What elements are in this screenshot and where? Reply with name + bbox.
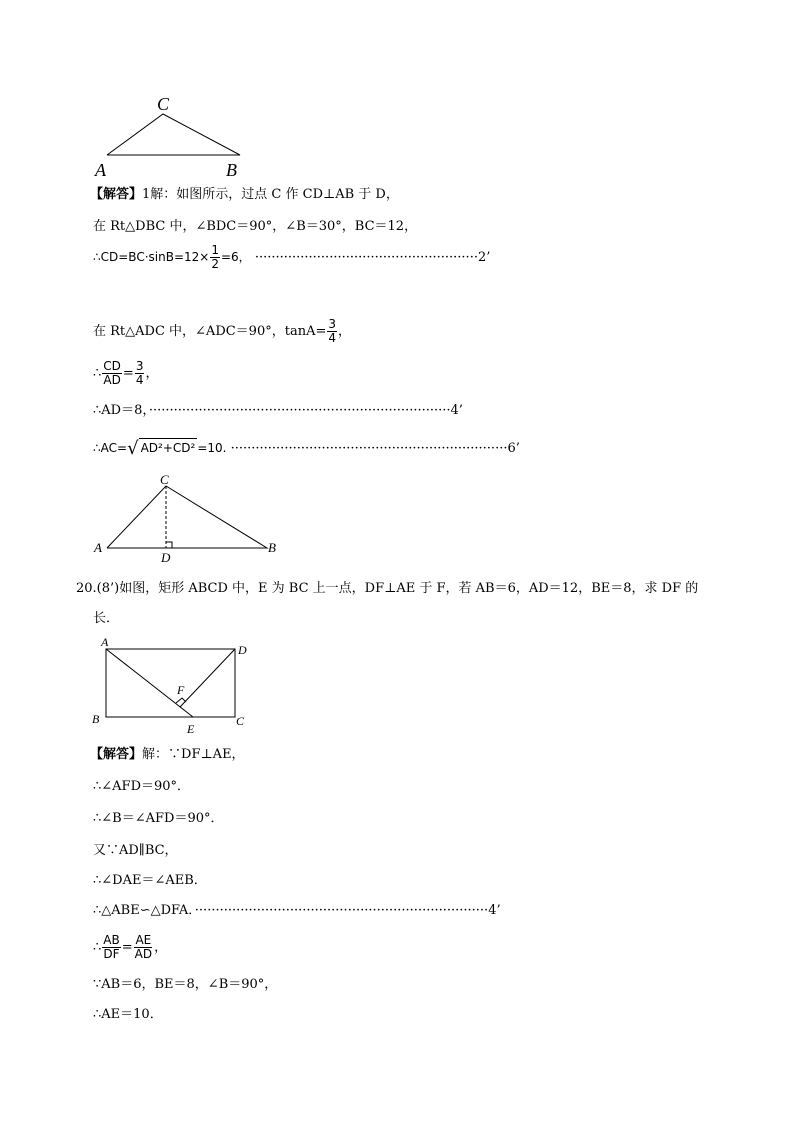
- solution19-line7: [93, 438, 520, 458]
- solution19-line5: [93, 360, 158, 387]
- score-dots: ·······································································: [194, 903, 489, 918]
- rectangle-figure: [90, 636, 255, 738]
- tan-statement: 在 Rt△ADC 中，∠ADC＝90°，tanA=: [93, 324, 327, 339]
- solution20-line5: ∴∠DAE＝∠AEB．: [93, 873, 207, 888]
- cd-expression: ∴CD=BC·sinB=12×: [93, 250, 210, 264]
- label-a: A: [94, 540, 102, 555]
- fraction-denominator: AD: [103, 373, 121, 387]
- score-dots: ······················································: [254, 250, 478, 265]
- solution20-line4: 又∵AD∥BC，: [93, 843, 178, 858]
- label-a: A: [101, 636, 109, 649]
- question20-line2: 长．: [93, 611, 120, 626]
- fraction-denominator: DF: [103, 947, 120, 961]
- fraction-numerator: AE: [135, 933, 152, 947]
- equals: =: [121, 940, 133, 955]
- score-mark: 2’: [477, 250, 491, 265]
- solution20-line2: ∴∠AFD＝90°．: [93, 779, 191, 794]
- label-c: C: [157, 94, 170, 114]
- ac-result: =10.: [197, 441, 227, 455]
- altitude-figure: [90, 474, 290, 566]
- fraction-denominator: AD: [134, 947, 153, 961]
- label-f: F: [177, 683, 185, 697]
- fraction-numerator: CD: [103, 359, 121, 373]
- label-b: B: [226, 160, 237, 178]
- sqrt-radicand: AD²+CD²: [139, 438, 198, 457]
- fraction-ab-df: [102, 934, 120, 961]
- triangle-abc-figure: [90, 92, 260, 178]
- solution20-line3: ∴∠B＝∠AFD＝90°．: [93, 811, 224, 826]
- score-mark: 4’: [450, 403, 463, 418]
- segment-df: [180, 649, 235, 707]
- solution19-text1: 1解：如图所示，过点 C 作 CD⊥AB 于 D，: [142, 187, 399, 202]
- solution20-line6: [93, 902, 501, 920]
- fraction-denominator: 2: [211, 257, 219, 271]
- equals: =: [122, 366, 134, 381]
- fraction-ae-ad: [134, 934, 153, 961]
- label-b: B: [92, 712, 100, 726]
- fraction-3-4: [327, 318, 337, 345]
- sqrt-symbol: √: [127, 438, 139, 459]
- similar-triangles: ∴△ABE∽△DFA．: [93, 903, 195, 918]
- fraction-numerator: AB: [103, 933, 120, 947]
- cd-result: =6，: [220, 250, 251, 264]
- label-d: D: [238, 643, 247, 657]
- solution19-line4: [93, 318, 351, 345]
- score-dots: ···································································: [230, 441, 508, 456]
- therefore-symbol: ∴: [93, 366, 102, 381]
- right-angle-mark: [166, 542, 172, 548]
- label-d: D: [161, 550, 171, 565]
- triangle-shape: [107, 486, 267, 548]
- solution20-line1: [90, 746, 245, 764]
- fraction-numerator: 3: [328, 317, 336, 331]
- therefore-symbol: ∴: [93, 940, 102, 955]
- label-e: E: [187, 722, 195, 736]
- solution-header: 【解答】: [90, 747, 143, 762]
- punctuation: ，: [338, 324, 352, 339]
- punctuation: ，: [154, 940, 168, 955]
- fraction-numerator: 3: [135, 359, 144, 373]
- triangle-abc-shape: [107, 114, 240, 155]
- solution20-line8: ∵AB＝6，BE＝8，∠B＝90°，: [93, 977, 278, 992]
- score-dots: ·········································································: [148, 403, 451, 418]
- solution19-line1: [90, 186, 399, 204]
- ac-expression: ∴AC=: [93, 441, 128, 455]
- solution-header: 【解答】: [90, 187, 143, 202]
- question20-line1: 20.(8’)如图，矩形 ABCD 中，E 为 BC 上一点，DF⊥AE 于 F，若 AB＝6，AD＝12，BE＝8，求 DF 的: [76, 581, 699, 596]
- rectangle-abcd: [106, 649, 235, 717]
- fraction-denominator: 4: [328, 331, 336, 345]
- solution19-line2: 在 Rt△DBC 中，∠BDC＝90°，∠B＝30°，BC＝12，: [93, 219, 418, 234]
- label-c: C: [160, 474, 169, 487]
- fraction-numerator: 1: [211, 243, 219, 257]
- solution20-text1: 解：∵DF⊥AE，: [142, 747, 245, 762]
- score-mark: 4’: [488, 903, 501, 918]
- solution19-line3: [93, 244, 490, 271]
- ad-result: ∴AD＝8，: [93, 403, 149, 418]
- score-mark: 6’: [507, 441, 520, 456]
- fraction-denominator: 4: [135, 373, 144, 387]
- label-c: C: [236, 714, 245, 728]
- fraction-1-2: [210, 244, 220, 271]
- solution20-line9: ∴AE＝10．: [93, 1007, 163, 1022]
- fraction-cd-ad: [102, 360, 122, 387]
- label-a: A: [95, 160, 106, 178]
- fraction-3-4b: [135, 360, 145, 387]
- punctuation: ，: [145, 366, 159, 381]
- solution20-line7: [93, 934, 167, 961]
- solution19-line6: [93, 402, 463, 420]
- label-b: B: [268, 540, 276, 555]
